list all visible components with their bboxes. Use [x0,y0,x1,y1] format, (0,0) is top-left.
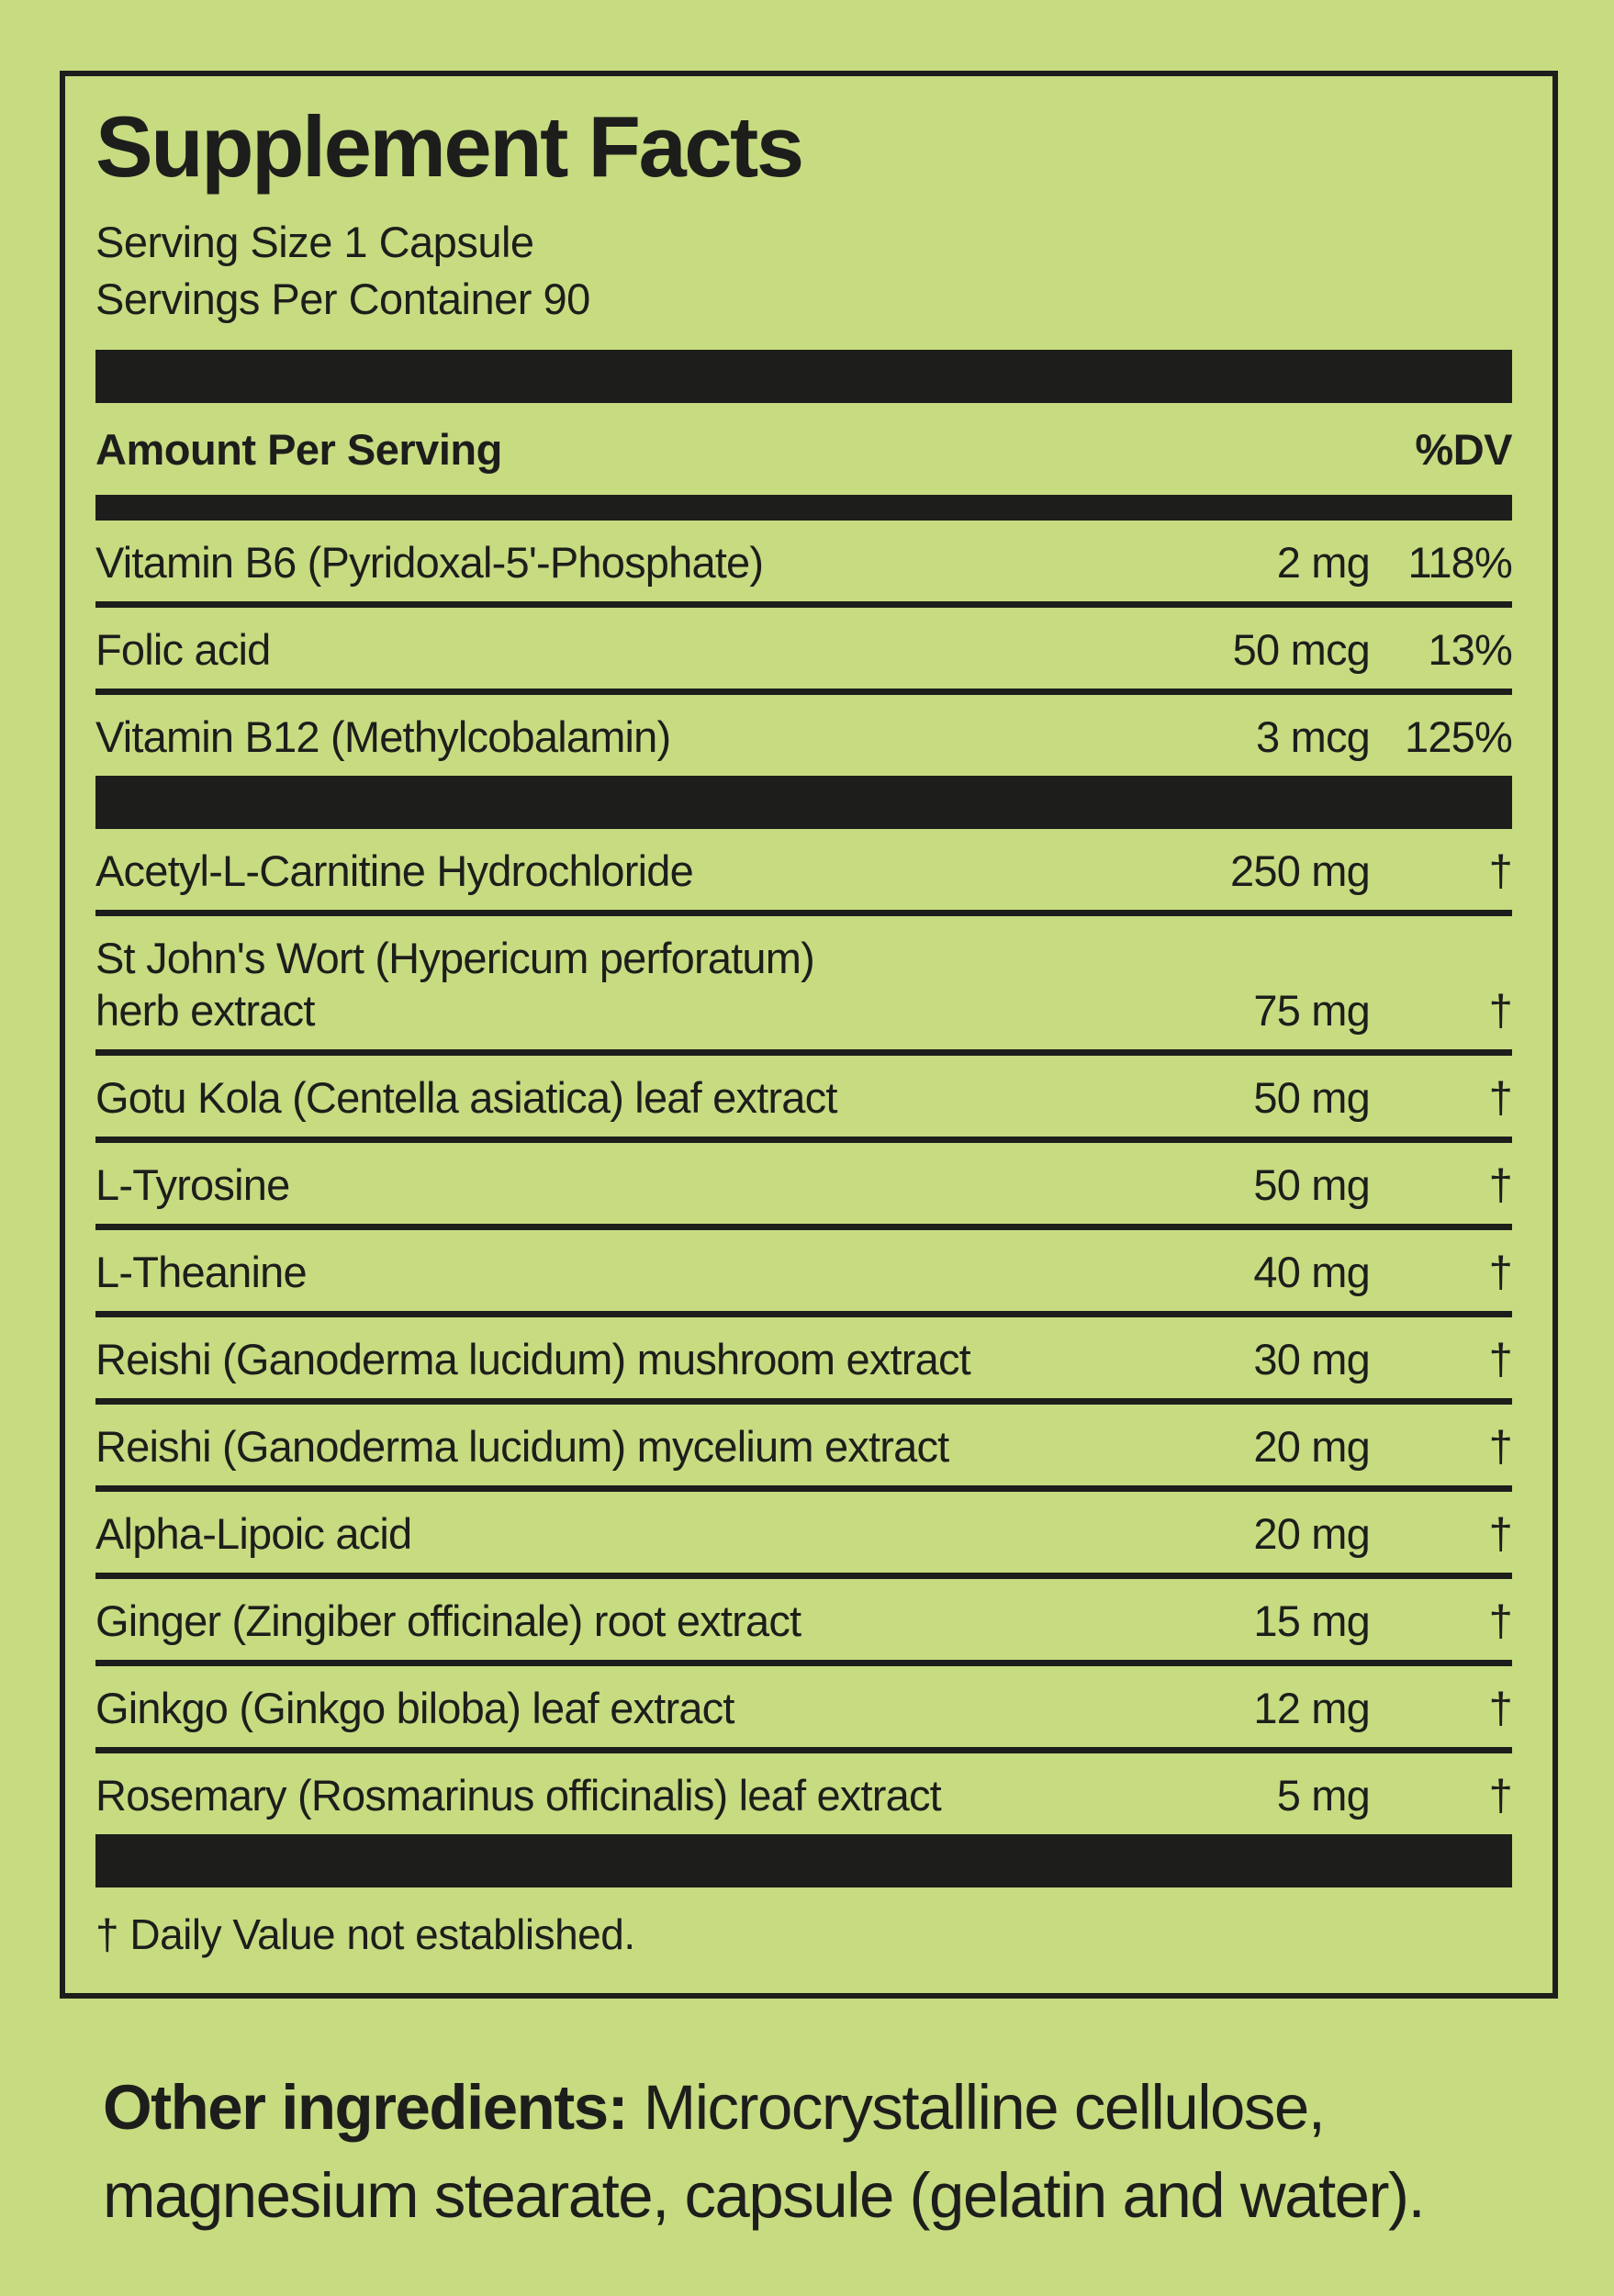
daily-value-footnote: † Daily Value not established. [95,1910,635,1958]
ingredient-row [95,608,1512,695]
ingredient-row [95,1405,1512,1492]
ingredient-row [95,916,1512,1056]
ingredient-amount: 12 mg [1253,1684,1370,1732]
panel-title: Supplement Facts [95,98,802,195]
ingredient-dv: 125% [1404,712,1512,761]
other-ingredients-line2: magnesium stearate, capsule (gelatin and water). [103,2160,1425,2231]
ingredient-dv: † [1488,1248,1512,1296]
ingredient-amount: 5 mg [1276,1771,1370,1820]
serving-info [95,214,1512,328]
ingredient-amount: 50 mg [1253,1073,1370,1122]
ingredient-amount: 2 mg [1276,538,1370,587]
ingredient-name: Ginger (Zingiber officinale) root extract [95,1596,801,1645]
ingredient-amount: 20 mg [1253,1509,1370,1558]
vitamin-section [95,521,1512,776]
ingredient-name-line1: St John's Wort (Hypericum perforatum) [95,934,814,982]
ingredient-amount: 30 mg [1253,1335,1370,1383]
ingredient-name-line2: herb extract [95,986,315,1035]
ingredient-dv: 118% [1407,538,1512,587]
ingredient-amount: 75 mg [1253,986,1370,1035]
ingredient-name: L-Tyrosine [95,1160,290,1209]
ingredient-name: Acetyl-L-Carnitine Hydrochloride [95,846,693,895]
ingredient-dv: † [1488,1160,1512,1209]
ingredient-dv: † [1488,1073,1512,1122]
ingredient-dv: † [1488,846,1512,895]
ingredient-dv: † [1488,1596,1512,1645]
other-ingredients-line1 [103,2064,1572,2152]
other-ingredients-line1-rest: Microcrystalline cellulose, [627,2072,1325,2143]
ingredient-row [95,1666,1512,1753]
other-ingredients [103,2064,1572,2240]
ingredient-name [95,932,1149,1036]
ingredient-row [95,1317,1512,1405]
ingredient-name: L-Theanine [95,1248,307,1296]
divider-bar-top [95,350,1512,403]
supplement-facts-panel [60,71,1558,1999]
ingredient-amount: 20 mg [1253,1422,1370,1471]
servings-per-container-text: Servings Per Container 90 [95,274,590,323]
ingredient-dv: † [1488,986,1512,1035]
ingredient-dv: † [1488,1422,1512,1471]
ingredient-name: Ginkgo (Ginkgo biloba) leaf extract [95,1684,734,1732]
ingredient-name: Reishi (Ganoderma lucidum) mycelium extract [95,1422,949,1471]
divider-bar-thin [95,495,1512,521]
ingredient-dv: † [1488,1335,1512,1383]
ingredient-dv: 13% [1428,625,1512,674]
ingredient-name: Folic acid [95,625,271,674]
ingredient-name: Vitamin B12 (Methylcobalamin) [95,712,671,761]
ingredient-name: Rosemary (Rosmarinus officinalis) leaf extract [95,1771,941,1820]
ingredient-amount: 15 mg [1253,1596,1370,1645]
ingredient-row [95,1579,1512,1666]
ingredient-amount: 40 mg [1253,1248,1370,1296]
column-header-row [95,403,1512,495]
percent-dv-header: %DV [1415,424,1512,474]
herbal-section [95,829,1512,1834]
ingredient-dv: † [1488,1771,1512,1820]
ingredient-row [95,1143,1512,1230]
ingredient-row [95,1056,1512,1143]
divider-bar-bottom [95,1834,1512,1887]
ingredient-amount: 50 mg [1253,1160,1370,1209]
ingredient-row [95,1492,1512,1579]
ingredient-name: Reishi (Ganoderma lucidum) mushroom extract [95,1335,970,1383]
ingredient-dv: † [1488,1509,1512,1558]
ingredient-row [95,521,1512,608]
ingredient-name: Alpha-Lipoic acid [95,1509,412,1558]
ingredient-name: Gotu Kola (Centella asiatica) leaf extract [95,1073,837,1122]
ingredient-dv: † [1488,1684,1512,1732]
ingredient-row [95,829,1512,916]
ingredient-row [95,1753,1512,1834]
ingredient-row [95,695,1512,776]
ingredient-amount: 250 mg [1230,846,1370,895]
ingredient-amount: 50 mcg [1232,625,1370,674]
ingredient-amount: 3 mcg [1256,712,1370,761]
ingredient-row [95,1230,1512,1317]
other-ingredients-heading: Other ingredients: [103,2072,628,2143]
serving-size-text: Serving Size 1 Capsule [95,218,534,266]
divider-bar-middle [95,776,1512,829]
ingredient-name: Vitamin B6 (Pyridoxal-5'-Phosphate) [95,538,764,587]
amount-per-serving-header: Amount Per Serving [95,424,502,474]
